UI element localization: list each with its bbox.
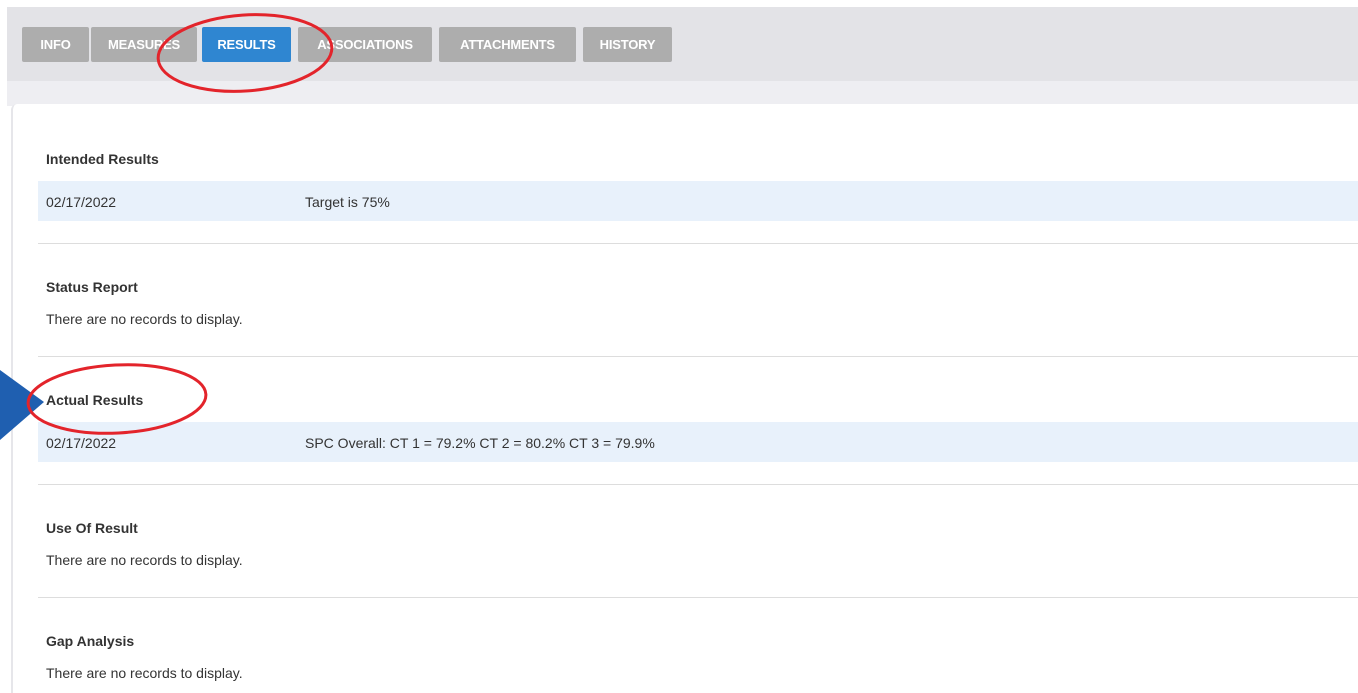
status-report-empty: There are no records to display. bbox=[46, 311, 243, 327]
tab-results[interactable]: RESULTS bbox=[202, 27, 291, 62]
gap-analysis-empty: There are no records to display. bbox=[46, 665, 243, 681]
use-of-result-title: Use Of Result bbox=[46, 520, 138, 536]
intended-results-title: Intended Results bbox=[46, 151, 159, 167]
tab-history[interactable]: HISTORY bbox=[583, 27, 672, 62]
divider bbox=[38, 484, 1358, 485]
divider bbox=[38, 597, 1358, 598]
actual-results-title: Actual Results bbox=[46, 392, 144, 408]
tab-attachments[interactable]: ATTACHMENTS bbox=[439, 27, 576, 62]
tab-measures[interactable]: MEASURES bbox=[91, 27, 197, 62]
actual-results-text: SPC Overall: CT 1 = 79.2% CT 2 = 80.2% CT 3 = 79.9% bbox=[305, 435, 655, 451]
tab-associations[interactable]: ASSOCIATIONS bbox=[298, 27, 432, 62]
actual-results-date: 02/17/2022 bbox=[46, 435, 117, 451]
status-report-title: Status Report bbox=[46, 279, 138, 295]
intended-results-row[interactable] bbox=[38, 181, 1358, 221]
divider bbox=[38, 243, 1358, 244]
tab-bar bbox=[7, 7, 1358, 81]
intended-results-date: 02/17/2022 bbox=[46, 194, 117, 210]
actual-results-row[interactable] bbox=[38, 422, 1358, 462]
intended-results-text: Target is 75% bbox=[305, 194, 390, 210]
use-of-result-empty: There are no records to display. bbox=[46, 552, 243, 568]
divider bbox=[38, 356, 1358, 357]
tab-info[interactable]: INFO bbox=[22, 27, 89, 62]
gap-analysis-title: Gap Analysis bbox=[46, 633, 135, 649]
tab-content-gap bbox=[7, 81, 1358, 106]
